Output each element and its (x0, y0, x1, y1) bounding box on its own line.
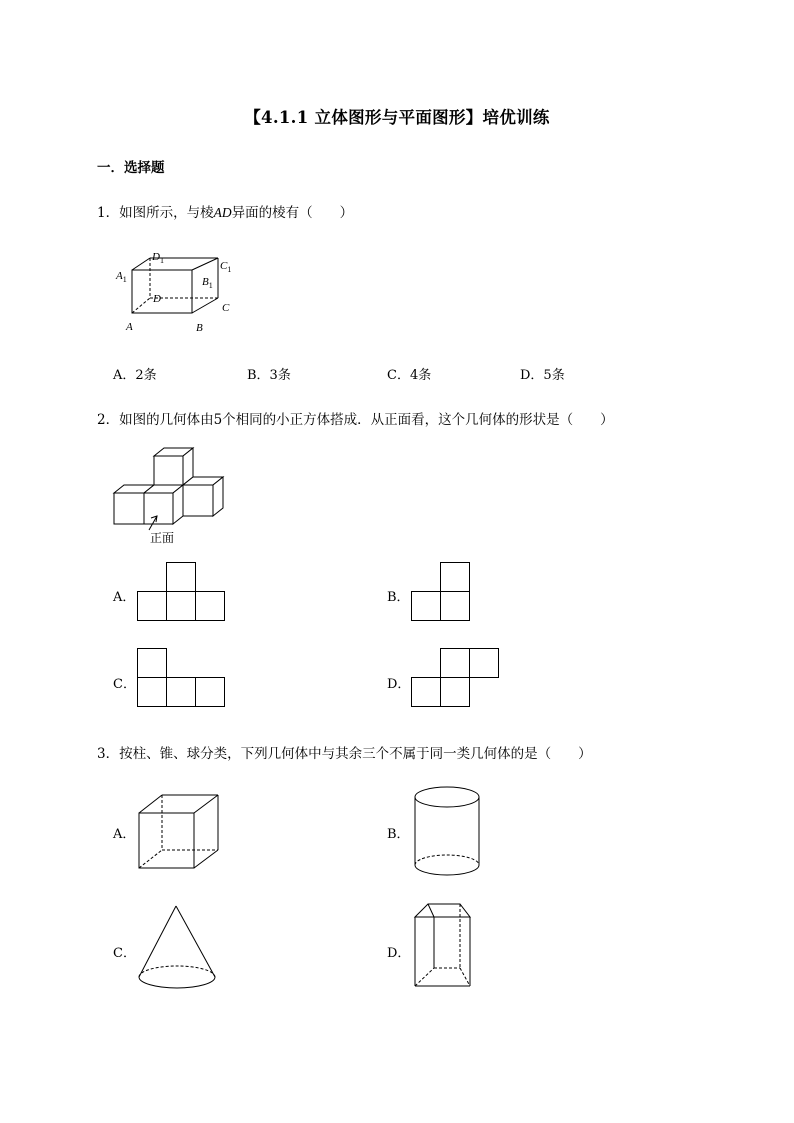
q2-option-b-figure[interactable] (410, 562, 472, 624)
vertex-label-a: A (126, 321, 133, 333)
vertex-label-c1: $C_1$ (220, 260, 232, 274)
question-1 (97, 201, 353, 221)
vertex-label-c: C (222, 302, 230, 314)
cuboid-edge (192, 258, 218, 270)
q2-option-a-figure[interactable] (136, 562, 228, 624)
q3-option-b-label[interactable]: B． (387, 827, 410, 842)
question-3: 3．按柱、锥、球分类，下列几何体中与其余三个不属于同一类几何体的是（ ） (97, 746, 592, 762)
cuboid-hidden-edge (132, 298, 150, 313)
question-2: 2．如图的几何体由5个相同的小正方体搭成．从正面看，这个几何体的形状是（ ） (97, 412, 614, 428)
cuboid-edge (192, 298, 218, 313)
q3-option-d-label[interactable]: D． (387, 946, 411, 961)
cube-front-face (114, 493, 144, 524)
q3-option-b-cylinder-figure[interactable] (410, 783, 486, 879)
cuboid-front-face (132, 270, 192, 313)
question-1-edge: AD (213, 205, 232, 220)
q2-option-b-label[interactable]: B． (387, 590, 410, 605)
page-title: 【4.1.1 立体图形与平面图形】培优训练 (244, 108, 550, 127)
cube-front-face (183, 485, 213, 516)
vertex-label-b1: $B_1$ (202, 276, 213, 290)
q1-option-c[interactable]: C．4条 (387, 368, 432, 383)
cuboid-edge (132, 258, 150, 270)
cube-front-face (144, 493, 173, 524)
vertex-label-a1: $A_1$ (116, 270, 127, 284)
q2-option-d-figure[interactable] (410, 648, 502, 710)
question-1-text-after: 异面的棱有（ ） (231, 205, 354, 221)
vertex-label-b: B (196, 322, 203, 334)
q1-option-b[interactable]: B．3条 (247, 368, 291, 383)
q3-option-d-prism-figure[interactable] (410, 898, 476, 992)
cube-front-face (154, 456, 183, 485)
q3-option-c-label[interactable]: C． (113, 946, 136, 961)
q2-option-a-label[interactable]: A． (113, 590, 136, 605)
cuboid-figure (110, 245, 250, 337)
q3-option-a-label[interactable]: A． (113, 827, 136, 842)
q3-option-c-cone-figure[interactable] (134, 902, 224, 994)
front-label: 正面 (150, 531, 175, 545)
q1-option-d[interactable]: D．5条 (520, 368, 565, 383)
vertex-label-d: D (153, 293, 161, 305)
q3-option-a-cube-figure[interactable] (134, 790, 224, 872)
question-1-number: 1． (97, 205, 120, 221)
section-heading: 一．选择题 (97, 160, 165, 176)
vertex-label-d1: $D_1$ (152, 251, 164, 265)
q2-option-d-label[interactable]: D． (387, 677, 411, 692)
cube-stack-figure (110, 446, 235, 548)
q2-option-c-figure[interactable] (136, 648, 228, 710)
question-1-text-before: 如图所示，与棱 (119, 205, 214, 221)
q1-option-a[interactable]: A．2条 (113, 368, 157, 383)
q2-option-c-label[interactable]: C． (113, 677, 136, 692)
